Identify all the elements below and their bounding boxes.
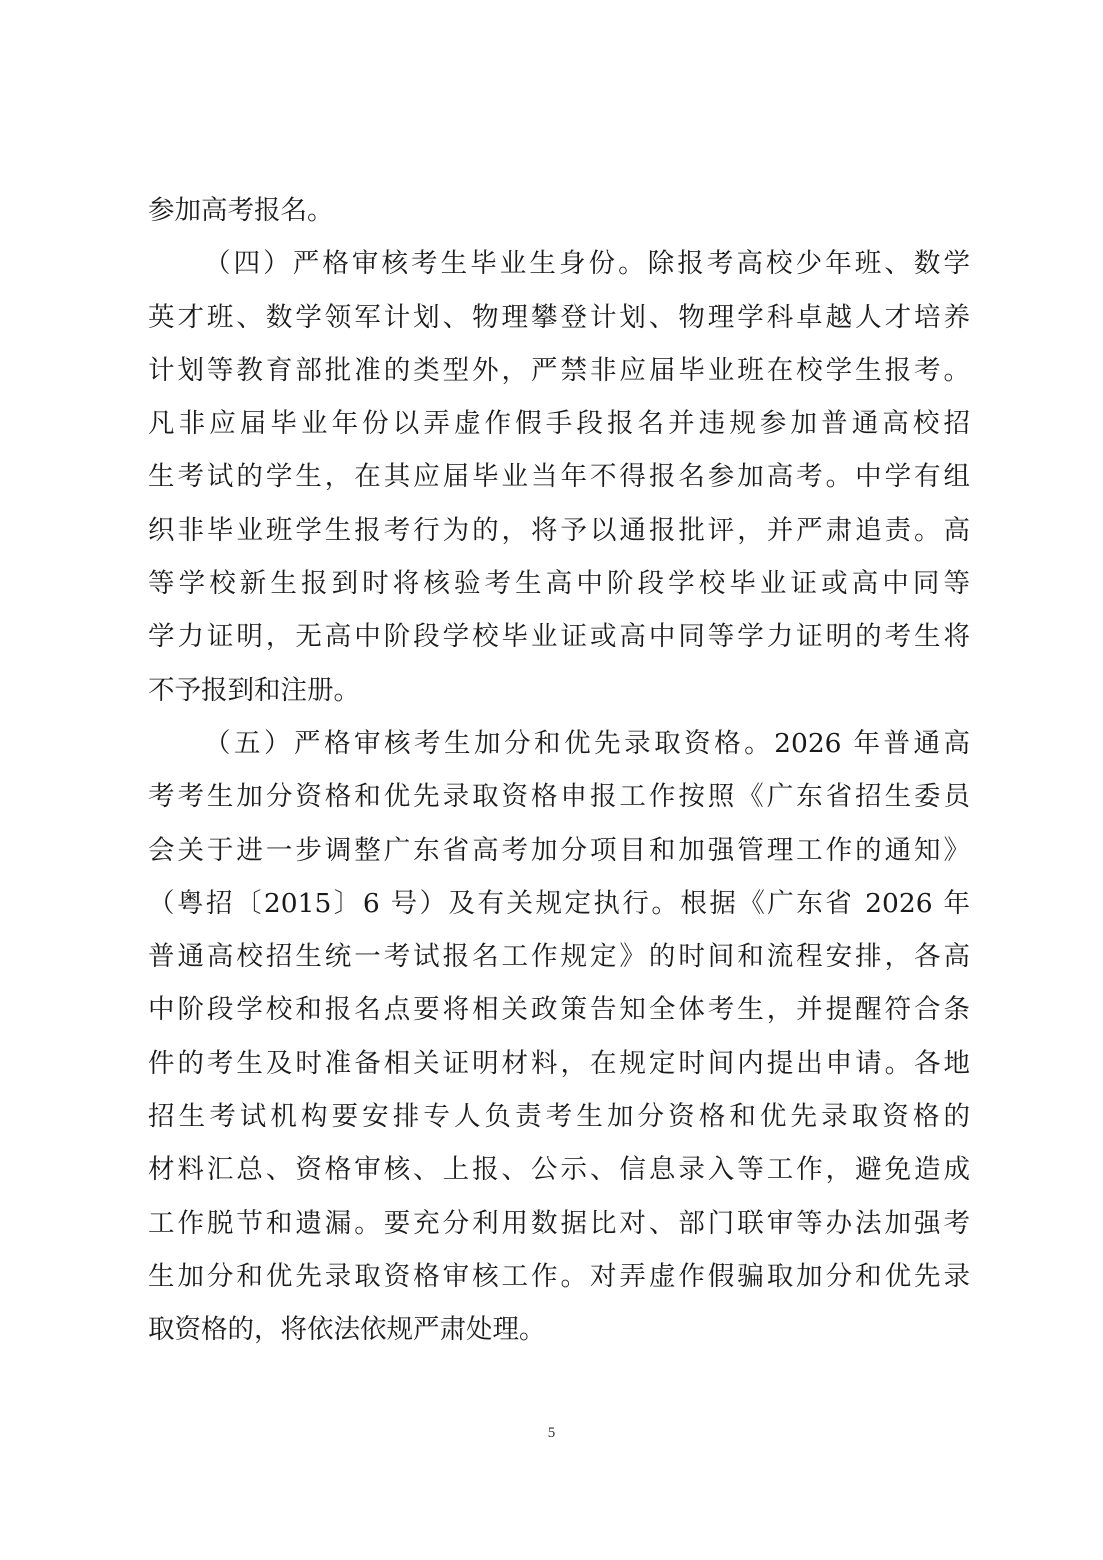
text-line: 普通高校招生统一考试报名工作规定》的时间和流程安排，各高 [148, 941, 970, 973]
body-text [148, 184, 970, 1357]
text-line: 不予报到和注册。 [148, 674, 360, 706]
text-line: 中阶段学校和报名点要将相关政策告知全体考生，并提醒符合条 [148, 994, 970, 1026]
text-line: 生考试的学生，在其应届毕业当年不得报名参加高考。中学有组 [148, 461, 970, 493]
text-line: 件的考生及时准备相关证明材料，在规定时间内提出申请。各地 [148, 1047, 970, 1079]
text-line: 会关于进一步调整广东省高考加分项目和加强管理工作的通知》 [148, 834, 970, 866]
text-line: 生加分和优先录取资格审核工作。对弄虚作假骗取加分和优先录 [148, 1260, 970, 1292]
text-line: （粤招〔2015〕6 号）及有关规定执行。根据《广东省 2026 年 [148, 887, 970, 919]
text-line: 招生考试机构要安排专人负责考生加分资格和优先录取资格的 [148, 1101, 970, 1133]
text-line: 材料汇总、资格审核、上报、公示、信息录入等工作，避免造成 [148, 1154, 970, 1186]
text-line: 考考生加分资格和优先录取资格申报工作按照《广东省招生委员 [148, 781, 970, 813]
text-line: 学力证明，无高中阶段学校毕业证或高中同等学力证明的考生将 [148, 621, 970, 653]
text-line: 织非毕业班学生报考行为的，将予以通报批评，并严肃追责。高 [148, 514, 970, 546]
section-heading-line: （五）严格审核考生加分和优先录取资格。2026 年普通高 [204, 727, 970, 759]
page-number: 5 [547, 1425, 556, 1441]
text-line: 等学校新生报到时将核验考生高中阶段学校毕业证或高中同等 [148, 568, 970, 600]
text-line: 英才班、数学领军计划、物理攀登计划、物理学科卓越人才培养 [148, 301, 970, 333]
section-heading-line: （四）严格审核考生毕业生身份。除报考高校少年班、数学 [204, 248, 970, 280]
text-line: 计划等教育部批准的类型外，严禁非应届毕业班在校学生报考。 [148, 354, 970, 386]
text-line: 参加高考报名。 [148, 195, 334, 226]
text-line: 工作脱节和遗漏。要充分利用数据比对、部门联审等办法加强考 [148, 1207, 970, 1239]
text-line: 取资格的，将依法依规严肃处理。 [148, 1314, 546, 1346]
text-line: 凡非应届毕业年份以弄虚作假手段报名并违规参加普通高校招 [148, 408, 970, 440]
